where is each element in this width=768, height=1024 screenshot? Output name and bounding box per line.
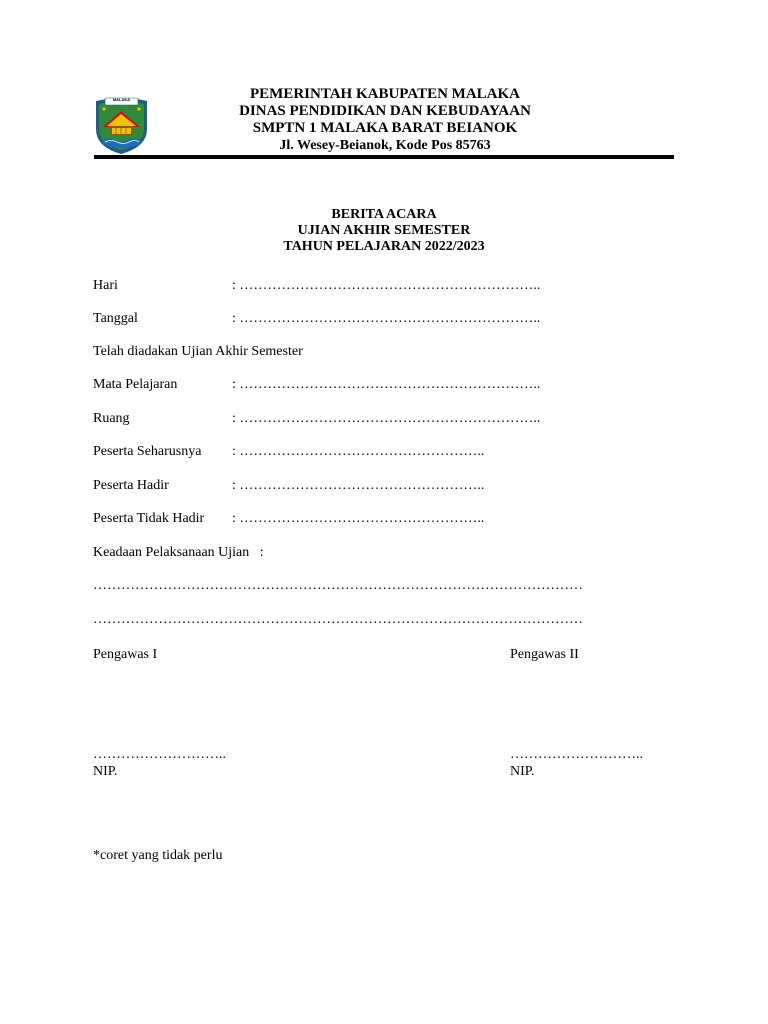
letterhead-government: PEMERINTAH KABUPATEN MALAKA (250, 86, 520, 102)
field-ruang-blank: ……………………………………………………….. (239, 411, 541, 426)
regional-emblem-logo (93, 95, 150, 155)
field-peserta-seharusnya-label: Peserta Seharusnya (93, 444, 202, 459)
field-hari-blank: ……………………………………………………….. (239, 278, 541, 293)
field-mata-pelajaran-blank: ……………………………………………………….. (239, 377, 541, 392)
field-mata-pelajaran (93, 377, 540, 393)
field-peserta-seharusnya-colon: : (232, 444, 236, 459)
field-hari-colon: : (232, 278, 236, 293)
field-ruang-label: Ruang (93, 411, 130, 426)
title-line-3: TAHUN PELAJARAN 2022/2023 (283, 239, 485, 254)
field-ruang-colon: : (232, 411, 236, 426)
footnote: *coret yang tidak perlu (93, 848, 223, 863)
field-peserta-tidak-hadir (93, 511, 484, 527)
field-ruang (93, 411, 540, 427)
field-mata-pelajaran-colon: : (232, 377, 236, 392)
signature-right-nip: NIP. (510, 764, 535, 779)
letterhead-school: SMPTN 1 MALAKA BARAT BEIANOK (252, 120, 518, 136)
field-peserta-tidak-hadir-blank: …………………………………………….. (239, 511, 485, 526)
field-tanggal-colon: : (232, 311, 236, 326)
signature-right-title: Pengawas II (510, 647, 579, 662)
field-mata-pelajaran-label: Mata Pelajaran (93, 377, 178, 392)
field-peserta-tidak-hadir-label: Peserta Tidak Hadir (93, 511, 205, 526)
field-peserta-hadir (93, 478, 484, 494)
field-peserta-hadir-label: Peserta Hadir (93, 478, 169, 493)
field-keadaan (93, 545, 264, 561)
title-line-1: BERITA ACARA (331, 207, 437, 222)
field-peserta-hadir-blank: …………………………………………….. (239, 478, 485, 493)
document-title (94, 207, 674, 255)
field-hari (93, 278, 540, 294)
letterhead-divider (94, 155, 674, 159)
field-tanggal-label: Tanggal (93, 311, 138, 326)
field-tanggal-blank: ……………………………………………………….. (239, 311, 541, 326)
field-peserta-tidak-hadir-colon: : (232, 511, 236, 526)
signature-left-nip: NIP. (93, 764, 118, 779)
keadaan-blank-line-1: …………………………………………………………………………………………… (93, 578, 583, 593)
keadaan-blank-line-2: …………………………………………………………………………………………… (93, 612, 583, 627)
field-tanggal (93, 311, 540, 327)
field-peserta-hadir-colon: : (232, 478, 236, 493)
signature-left-name-line: ……………………….. (93, 747, 226, 762)
signature-left-title: Pengawas I (93, 647, 158, 662)
field-keadaan-label: Keadaan Pelaksanaan Ujian (93, 545, 250, 560)
field-peserta-seharusnya (93, 444, 484, 460)
letterhead (180, 86, 590, 154)
field-peserta-seharusnya-blank: …………………………………………….. (239, 444, 485, 459)
logo-ribbon-text: MALAKA (112, 97, 131, 102)
signature-right-name-line: ……………………….. (510, 747, 643, 762)
field-hari-label: Hari (93, 278, 118, 293)
letterhead-address: Jl. Wesey-Beianok, Kode Pos 85763 (279, 138, 491, 153)
title-line-2: UJIAN AKHIR SEMESTER (297, 223, 471, 238)
field-keadaan-colon: : (259, 545, 264, 560)
letterhead-department: DINAS PENDIDIKAN DAN KEBUDAYAAN (239, 103, 531, 119)
intro-text: Telah diadakan Ujian Akhir Semester (93, 344, 303, 359)
